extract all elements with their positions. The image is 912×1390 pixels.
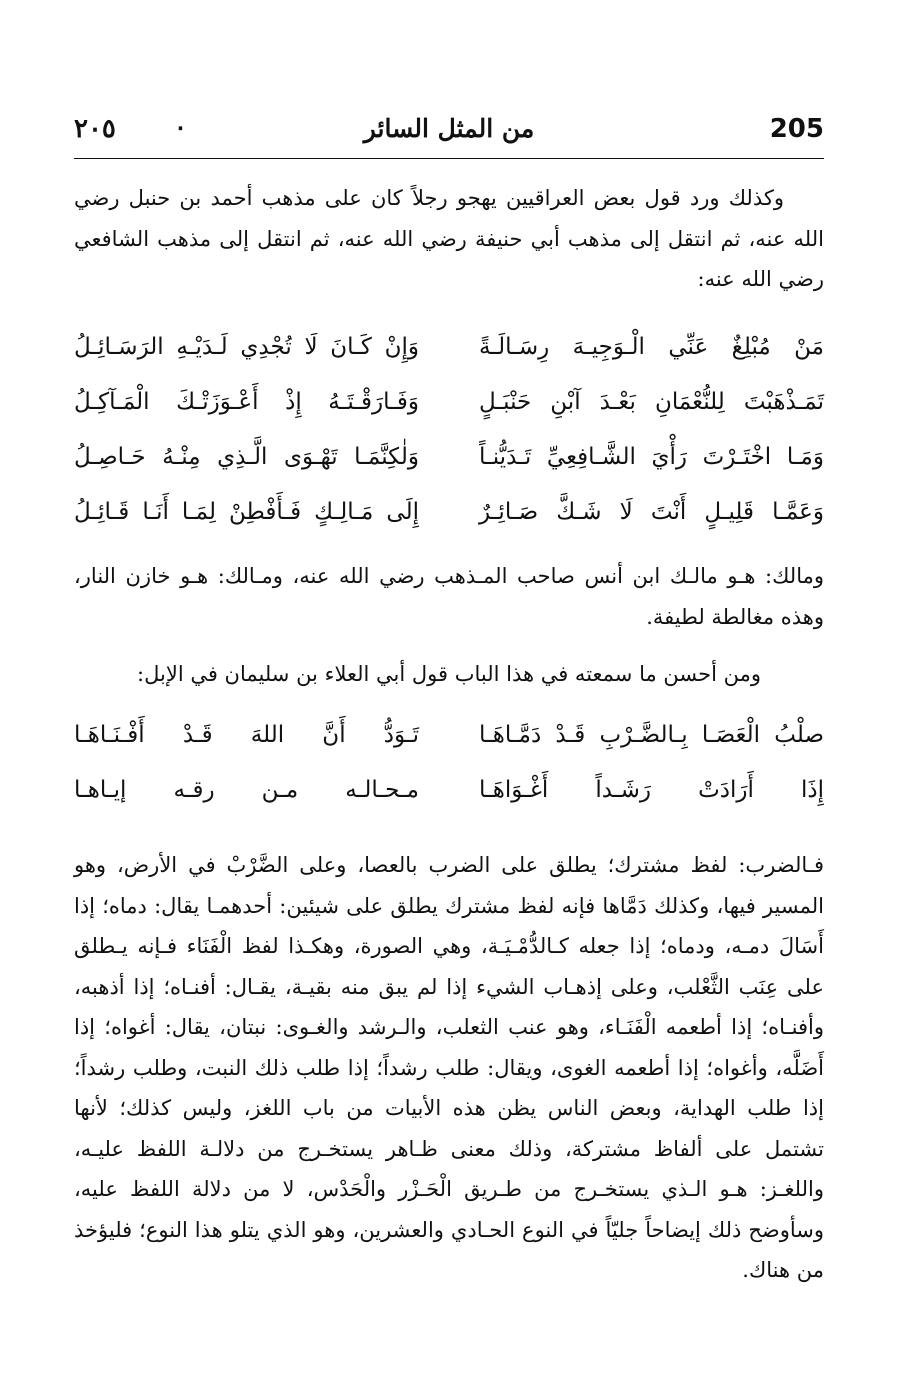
intro-second-poem-block	[74, 654, 824, 694]
malik-paragraph: ومالك: هـو مالـك ابن أنس صاحب المـذهب رضي الله عنه، ومـالك: هـو خازن النار، وهذه مغالطة لطيفة.	[74, 564, 824, 629]
malik-paragraph-block	[74, 556, 824, 637]
poem-one-verse-2	[74, 389, 824, 444]
intro-paragraph-block	[74, 178, 824, 300]
verse-first-hemistich: وَمَـا اخْتَـرْتَ رَأْيَ الشَّـافِعِيِّ تَـدَيُّنـاً	[479, 444, 824, 470]
verse-second-hemistich: إِلَى مَـالِـكٍ فَـأَفْطِنْ لِمَـا أَنَـا قَـائِـلُ	[74, 499, 419, 525]
verse-second-hemistich: وَلٰكِنَّمَـا تَهْـوَى الَّـذِي مِنْـهُ حَـاصِـلُ	[74, 444, 419, 470]
explanation-paragraph: فـالضرب: لفظ مشترك؛ يطلق على الضرب بالعصا، وعلى الضَّرْبْ في الأرض، وهو المسير فيها، وكذلك دَمَّاها فإنه لفظ مشترك يطلق على شيئين: أحدهمـا يقال: دماه؛ إذا أَسَالَ دمـه، ودماه؛ إذا جعله كـالدُّمْـيَـة، وهي الصورة، وهكـذا لفظ الْفَنَاء فـإنه يـطلق على عِنَب الثَّعْلب، وعلى إذهـاب الشيء إذا لم يبق منه بقيـة، يقـال: أفنـاه؛ إذا أذهبه، وأفنـاه؛ إذا أطعمه الْفَنَـاء، وهو عنب الثعلب، والـرشد والغـوى: نبتان، يقال: أغواه؛ إذا أَضَلَّه، وأغواه؛ إذا أطعمه الغوى، ويقال: طلب رشداً؛ إذا طلب ذلك النبت، وطلب رشداً؛ إذا طلب الهداية، وبعض الناس يظن هذه الأبيات من باب اللغز، وليس كذلك؛ لأنها تشتمل على ألفاظ مشتركة، وذلك معنى ظـاهر يستخـرج من دلالـة اللفظ عليـه، واللغـز: هـو الـذي يستخـرج من طـريق الْحَـزْر والْحَدْس، لا من دلالة اللفظ عليه، وسأوضح ذلك إيضاحاً جليّاً في النوع الحـادي والعشرين، وهو الذي يتلو هذا النوع؛ فليؤخذ من هناك.	[74, 853, 824, 1282]
poem-one-verse-4	[74, 499, 824, 554]
page-number-arabic: ٢٠٥	[74, 114, 116, 144]
poem-two-verse-2	[74, 777, 824, 832]
explanation-paragraph-block	[74, 845, 824, 1291]
verse-second-hemistich: تَـوَدُّ أَنَّ اللهَ قَـدْ أَفْـنَـاهَـا	[74, 722, 419, 748]
poem-two	[74, 722, 824, 832]
verse-second-hemistich: مـحـالـه مـن رقـه إيـاهـا	[74, 777, 419, 803]
verse-first-hemistich: تَمَـذْهَبْتَ لِلنُّعْمَانِ بَعْـدَ آبْنِ حَنْبَـلٍ	[479, 389, 824, 415]
header-separator: ٠	[174, 112, 187, 141]
poem-one	[74, 334, 824, 554]
verse-second-hemistich: وَإِنْ كَـانَ لَا تُجْدِي لَـدَيْـهِ الرَسَـائِـلُ	[74, 334, 419, 360]
poem-two-verse-1	[74, 722, 824, 777]
running-title: من المثل السائر	[363, 114, 535, 143]
verse-first-hemistich: إِذَا أَرَادَتْ رَشَـداً أَغْـوَاهَـا	[479, 777, 824, 803]
page-number-latin: 205	[769, 114, 824, 144]
page-header	[74, 108, 824, 159]
verse-first-hemistich: وَعَمَّـا قَلِيـلٍ أَنْتَ لَا شَـكَّ صَـائِـرٌ	[479, 499, 824, 525]
intro-second-poem: ومن أحسن ما سمعته في هذا الباب قول أبي العلاء بن سليمان في الإبل:	[137, 662, 761, 686]
intro-paragraph: وكذلك ورد قول بعض العراقيين يهجو رجلاً كان على مذهب أحمد بن حنبل رضي الله عنه، ثم انتقل إلى مذهب أبي حنيفة رضي الله عنه، ثم انتقل إلى مذهب الشافعي رضي الله عنه:	[74, 186, 824, 291]
poem-one-verse-3	[74, 444, 824, 499]
poem-one-verse-1	[74, 334, 824, 389]
verse-first-hemistich: صلْبُ الْعَصَـا بِـالضَّـرْبِ قَـدْ دَمَّـاهَـا	[479, 722, 824, 748]
verse-first-hemistich: مَنْ مُبْلِغٌ عَنِّي الْـوَجِيـهَ رِسَـالَـةً	[479, 334, 824, 360]
verse-second-hemistich: وَفَـارَقْـتَـهُ إِذْ أَعْـوَزَتْـكَ الْمَـآكِـلُ	[74, 389, 419, 415]
